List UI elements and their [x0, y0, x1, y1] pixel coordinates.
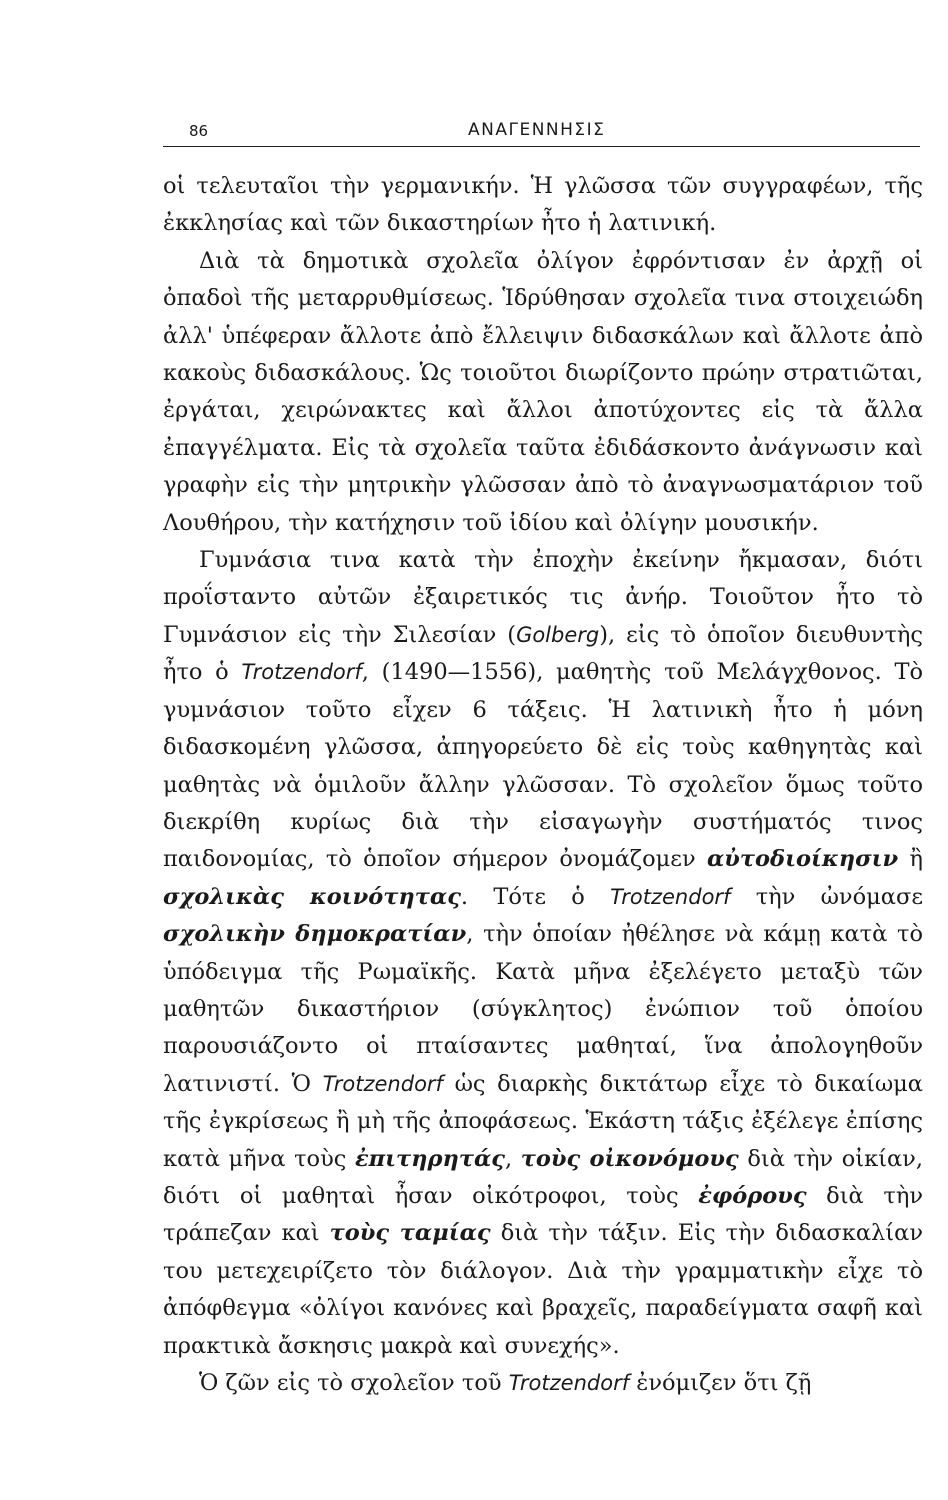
italic-name-trotzendorf: Trotzendorf — [610, 884, 731, 909]
text-run: ), εἰς τὸ ὁποῖον διευθυντὴς ἦτο ὁ — [163, 621, 923, 686]
text-run: , τὴν ὁποίαν ἠθέλησε νὰ κάμῃ κατὰ τὸ ὑπόδειγμα τῆς Ρωμαϊκῆς. Κατὰ μῆνα ἐξελέγετο μεταξὺ τῶν μαθητῶν δικαστήριον (σύγκλητος) ἐνώπιον τοῦ ὁποίου παρουσιάζοντο οἱ πταίσαντες μαθηταί, ἵνα ἀπολογηθοῦν λατινιστί. Ὁ — [163, 921, 923, 1097]
emphasis-tamias: τοὺς ταμίας — [329, 1220, 491, 1247]
paragraph-3 — [163, 542, 923, 1365]
text-run: ἢ — [898, 846, 923, 873]
italic-name-trotzendorf: Trotzendorf — [508, 1371, 630, 1395]
body-text — [163, 168, 923, 1402]
italic-term-golberg: Golberg — [516, 622, 600, 647]
emphasis-eforous: ἐφόρους — [698, 1182, 807, 1209]
italic-name-trotzendorf: Trotzendorf — [322, 1071, 443, 1096]
italic-name-trotzendorf: Trotzendorf — [241, 660, 362, 685]
running-title: ΑΝΑΓΕΝΝΗΣΙΣ — [468, 120, 606, 140]
page-header — [163, 120, 920, 147]
text-run: διὰ τὴν τράπεζαν καὶ — [163, 1182, 923, 1247]
text-run: διὰ τὴν τάξιν. Εἰς τὴν διδασκαλίαν του μετεχειρίζετο τὸν διάλογον. Διὰ τὴν γραμματικὴν εἶχε τὸ ἀπόφθεγμα «ὀλίγοι κανόνες καὶ βραχεῖς, παραδείγματα σαφῆ καὶ πρακτικὰ ἄσκησις μακρὰ καὶ συνεχής». — [163, 1220, 923, 1359]
text-run: , (1490—1556), μαθητὴς τοῦ Μελάγχθονος. Τὸ γυμνάσιον τοῦτο εἶχεν 6 τάξεις. Ἡ λατινικὴ ἦτο ἡ μόνη διδασκομένη γλῶσσα, ἀπηγορεύετο δὲ εἰς τοὺς καθηγητὰς καὶ μαθητὰς νὰ ὁμιλοῦν ἄλλην γλῶσσαν. Τὸ σχολεῖον ὅμως τοῦτο διεκρίθη κυρίως διὰ τὴν εἰσαγωγὴν συστήματός τινος παιδονομίας, τὸ ὁποῖον σήμερον ὀνομάζομεν — [163, 659, 923, 873]
text-run: Ὁ ζῶν εἰς τὸ σχολεῖον τοῦ — [199, 1370, 509, 1396]
paragraph-4 — [163, 1365, 923, 1402]
emphasis-scholikas-koinotetas: σχολικὰς κοινότητας — [163, 883, 461, 910]
text-run: ἐνόμιζεν ὅτι ζῇ — [629, 1370, 812, 1396]
text-run: τὴν ὠνόμασε — [730, 883, 923, 910]
emphasis-oikonomous: τοὺς οἰκονόμους — [520, 1145, 739, 1172]
emphasis-autodioikesin: αὐτοδιοίκησιν — [706, 846, 899, 873]
paragraph-1-text: οἱ τελευταῖοι τὴν γερμανικήν. Ἡ γλῶσσα τῶν συγγραφέων, τῆς ἐκκλησίας καὶ τῶν δικαστηρίων ἦτο ἡ λατινική. — [163, 173, 923, 237]
text-run: , — [505, 1145, 521, 1172]
paragraph-2 — [163, 243, 923, 542]
text-run: Γυμνάσια τινα κατὰ τὴν ἐποχὴν ἐκείνην ἤκμασαν, διότι προΐσταντο αὐτῶν ἐξαιρετικός τις ἀνήρ. Τοιοῦτον ἦτο τὸ Γυμνάσιον εἰς τὴν Σιλεσίαν ( — [163, 547, 923, 648]
emphasis-epitiritas: ἐπιτηρητάς — [355, 1145, 506, 1172]
page-number: 86 — [189, 122, 209, 140]
text-run: διὰ τὴν οἰκίαν, διότι οἱ μαθηταὶ ἦσαν οἰκότροφοι, τοὺς — [163, 1145, 924, 1209]
paragraph-2-text: Διὰ τὰ δημοτικὰ σχολεῖα ὀλίγον ἐφρόντισαν ἐν ἀρχῇ οἱ ὀπαδοὶ τῆς μεταρρυθμίσεως. Ἱδρύθησαν σχολεῖα τινα στοιχειώδη ἀλλ' ὑπέφεραν ἄλλοτε ἀπὸ ἔλλειψιν διδασκάλων καὶ ἄλλοτε ἀπὸ κακοὺς διδασκάλους. Ὡς τοιοῦτοι διωρίζοντο πρώην στρατιῶται, ἐργάται, χειρώνακτες καὶ ἄλλοι ἀποτύχοντες εἰς τὰ ἄλλα ἐπαγγέλματα. Εἰς τὰ σχολεῖα ταῦτα ἐδιδάσκοντο ἀνάγνωσιν καὶ γραφὴν εἰς τὴν μητρικὴν γλῶσσαν ἀπὸ τὸ ἀναγνωσματάριον τοῦ Λουθήρου, τὴν κατήχησιν τοῦ ἰδίου καὶ ὀλίγην μουσικήν. — [163, 247, 923, 536]
emphasis-scholiki-demokratia: σχολικὴν δημοκρατίαν — [163, 921, 467, 948]
text-run: . Τότε ὁ — [460, 883, 611, 910]
paragraph-1 — [163, 168, 923, 243]
text-run: ὡς διαρκὴς δικτάτωρ εἶχε τὸ δικαίωμα τῆς ἐγκρίσεως ἢ μὴ τῆς ἀποφάσεως. Ἑκάστη τάξις ἐξέλεγε ἐπίσης κατὰ μῆνα τοὺς — [163, 1070, 923, 1172]
